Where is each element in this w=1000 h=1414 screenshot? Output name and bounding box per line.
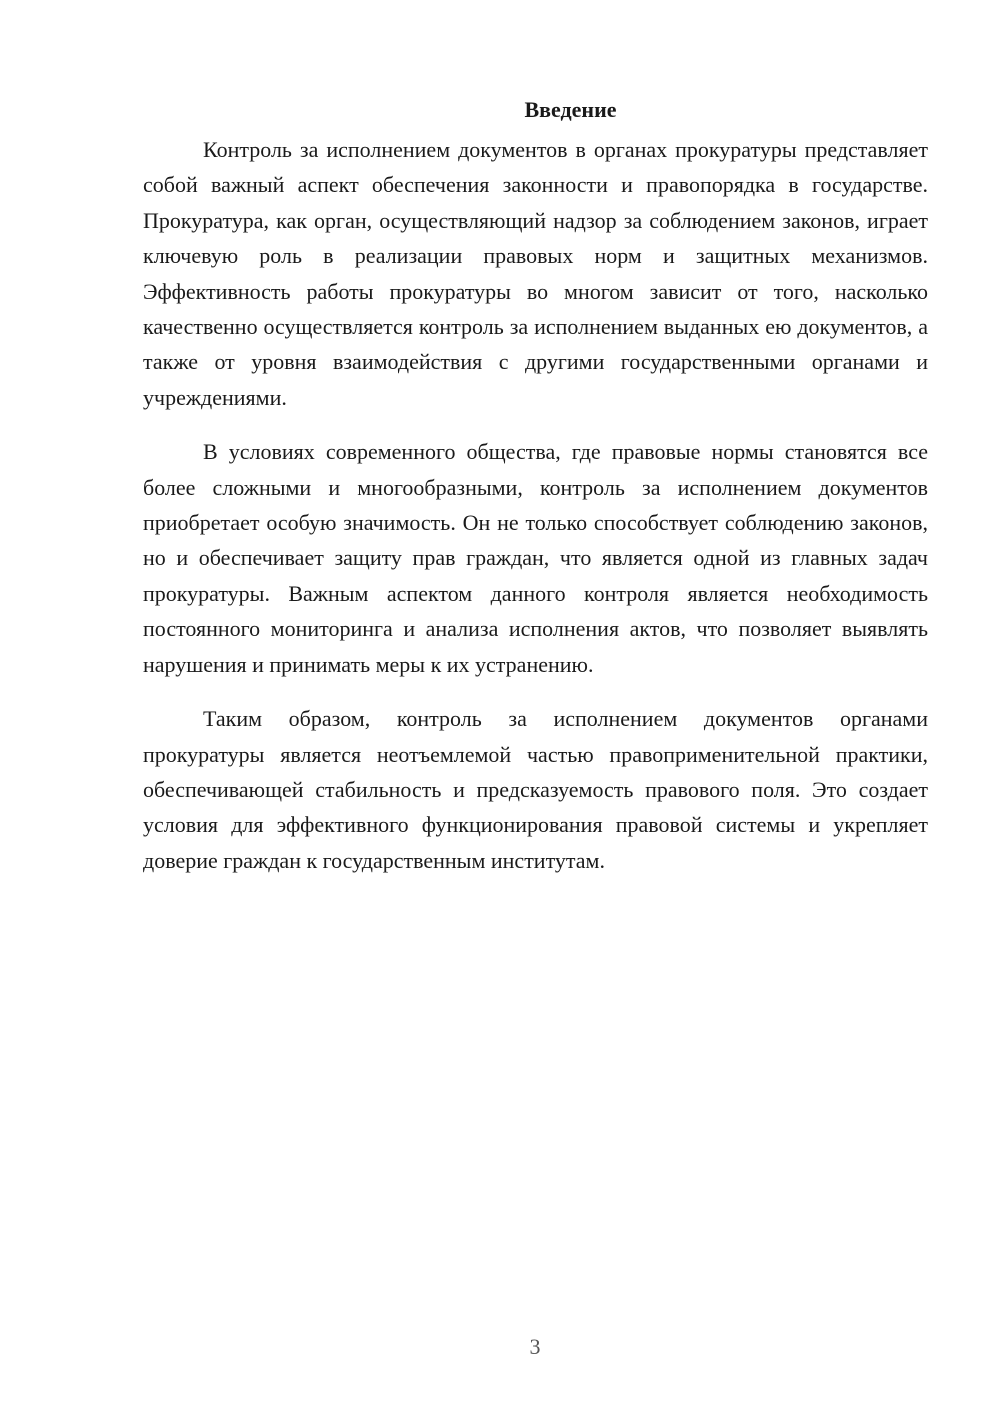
paragraph-3: Таким образом, контроль за исполнением документов органами прокуратуры является неотъемлемой частью правоприменительной практики, обеспечивающей стабильность и предсказуемость правового поля. Это создает условия для эффективного функционирования правовой системы и укрепляет доверие граждан к государственным институтам. (143, 706, 928, 873)
page-number: 3 (529, 1334, 541, 1359)
page-content (143, 92, 928, 897)
section-title: Введение (524, 97, 617, 122)
paragraph-2: В условиях современного общества, где правовые нормы становятся все более сложными и многообразными, контроль за исполнением документов приобретает особую значимость. Он не только способствует соблюдению законов, но и обеспечивает защиту прав граждан, что является одной из главных задач прокуратуры. Важным аспектом данного контроля является необходимость постоянного мониторинга и анализа исполнения актов, что позволяет выявлять нарушения и принимать меры к их устранению. (143, 439, 928, 677)
paragraph-1: Контроль за исполнением документов в органах прокуратуры представляет собой важный аспект обеспечения законности и правопорядка в государстве. Прокуратура, как орган, осуществляющий надзор за соблюдением законов, играет ключевую роль в реализации правовых норм и защитных механизмов. Эффективность работы прокуратуры во многом зависит от того, насколько качественно осуществляется контроль за исполнением выданных ею документов, а также от уровня взаимодействия с другими государственными органами и учреждениями. (143, 137, 928, 410)
